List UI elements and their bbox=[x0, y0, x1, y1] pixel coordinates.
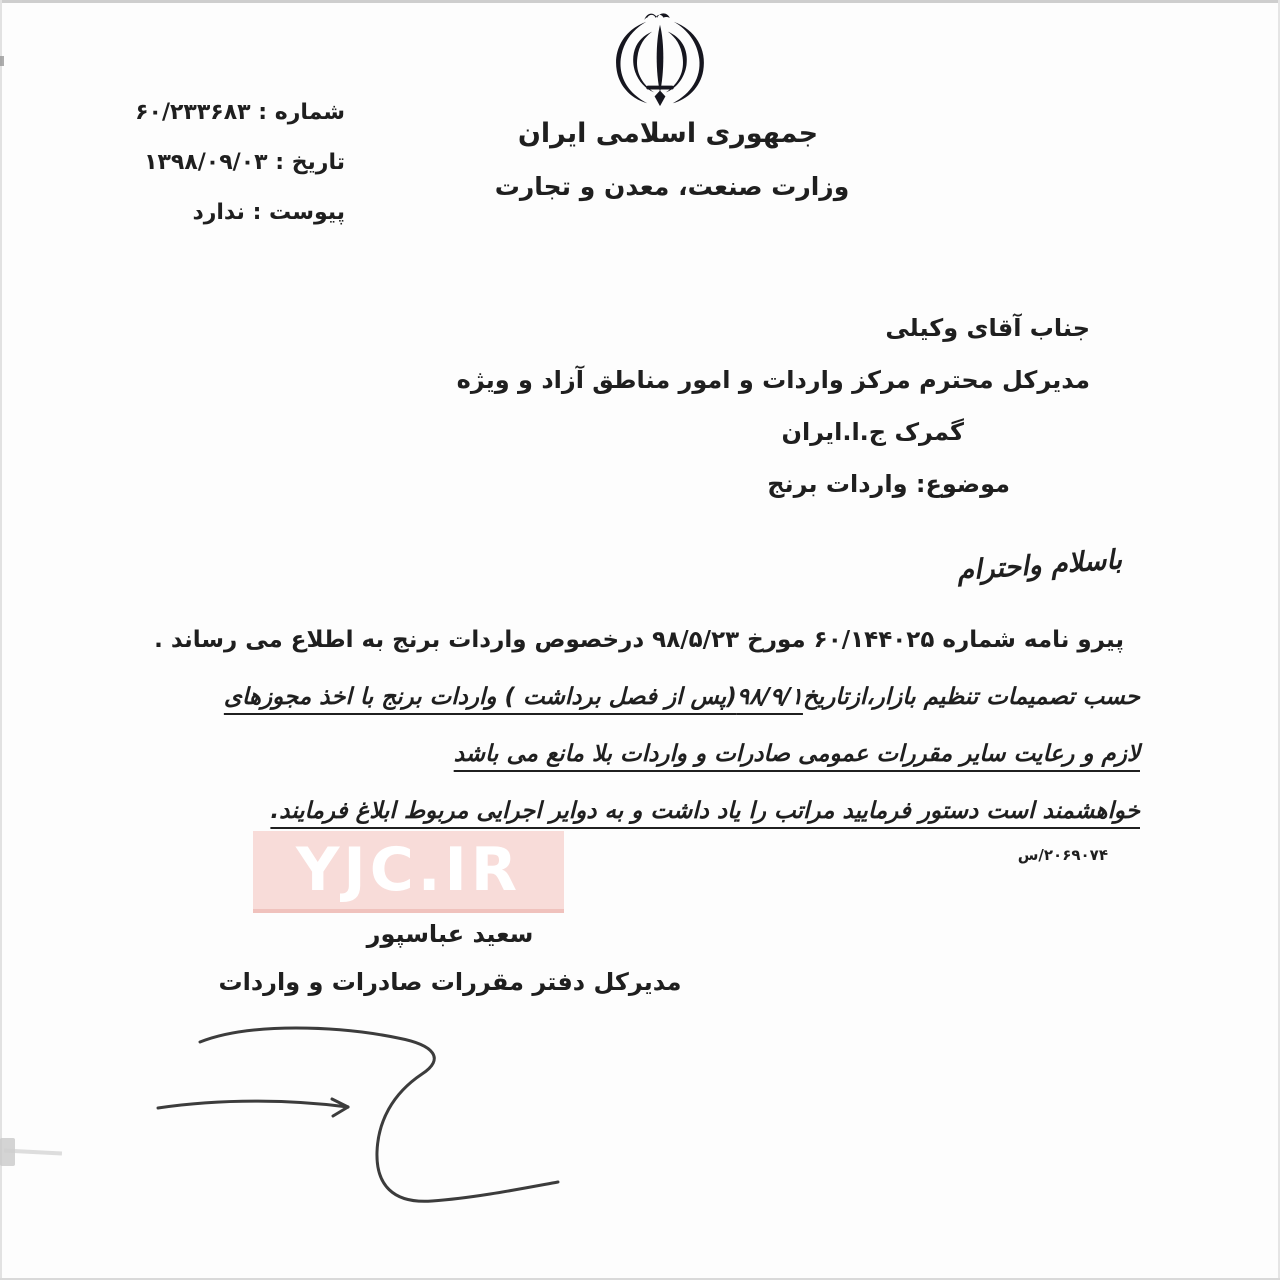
signer-name: سعید عباسپور bbox=[366, 920, 534, 948]
recipient-block bbox=[457, 302, 1090, 510]
letter-date-row bbox=[135, 138, 345, 188]
body-line-4-text: خواهشمند است دستور فرمایید مراتب را یاد داشت و به دوایر اجرایی مربوط ابلاغ فرمایند. bbox=[270, 798, 1140, 824]
body-line-2-normal: حسب تصمیمات تنظیم بازار،ازتاریخ bbox=[802, 684, 1140, 710]
letter-date-value: ۱۳۹۸/۰۹/۰۳ bbox=[144, 150, 268, 175]
body-line-3 bbox=[135, 726, 1140, 783]
body-line-2 bbox=[135, 669, 1140, 726]
letter-number-value: ۶۰/۲۳۳۶۸۳ bbox=[135, 100, 251, 125]
letter-meta-block bbox=[135, 88, 345, 238]
signature-block bbox=[180, 920, 720, 996]
separator: : bbox=[267, 150, 292, 175]
body-line-1: پیرو نامه شماره ۶۰/۱۴۴۰۲۵ مورخ ۹۸/۵/۲۳ درخصوص واردات برنج به اطلاع می رساند . bbox=[154, 627, 1124, 653]
ministry-title: وزارت صنعت، معدن و تجارت bbox=[494, 172, 850, 201]
body-line-3-text: لازم و رعایت سایر مقررات عمومی صادرات و واردات بلا مانع می باشد bbox=[453, 741, 1140, 767]
body-line-2-underlined: ۹۸/۹/۱(پس از فصل برداشت ) واردات برنج با اخذ مجوزهای bbox=[223, 684, 803, 710]
scan-mark bbox=[0, 56, 4, 66]
signer-title: مدیرکل دفتر مقررات صادرات و واردات bbox=[218, 968, 682, 996]
letter-body bbox=[135, 612, 1140, 840]
letter-number-row bbox=[135, 88, 345, 138]
recipient-org: گمرک ج.ا.ایران bbox=[781, 418, 964, 446]
separator: : bbox=[250, 100, 275, 125]
recipient-name: جناب آقای وکیلی bbox=[885, 314, 1090, 342]
letter-attachment-row bbox=[135, 188, 345, 238]
separator: : bbox=[244, 200, 270, 225]
letter-attachment-label: پیوست bbox=[269, 200, 345, 225]
scan-edge-top bbox=[0, 0, 1280, 3]
yjc-watermark bbox=[253, 831, 564, 913]
letter-number-label: شماره bbox=[274, 100, 345, 125]
letter-attachment-value: ندارد bbox=[192, 200, 245, 225]
salutation: باسلام واحترام bbox=[956, 544, 1123, 587]
subject-line: موضوع: واردات برنج bbox=[767, 470, 1010, 498]
letter-date-label: تاریخ bbox=[291, 150, 345, 175]
recipient-title: مدیرکل محترم مرکز واردات و امور مناطق آزاد و ویژه bbox=[456, 366, 1090, 394]
yjc-watermark-text: YJC.IR bbox=[295, 835, 522, 905]
republic-title: جمهوری اسلامی ایران bbox=[517, 118, 819, 149]
registry-ref-note: ۲۰۶۹۰۷۴/س bbox=[1017, 846, 1108, 864]
signature-scribble-icon bbox=[130, 1012, 590, 1222]
scan-edge-left bbox=[0, 0, 2, 1280]
iran-emblem-icon bbox=[600, 8, 720, 116]
